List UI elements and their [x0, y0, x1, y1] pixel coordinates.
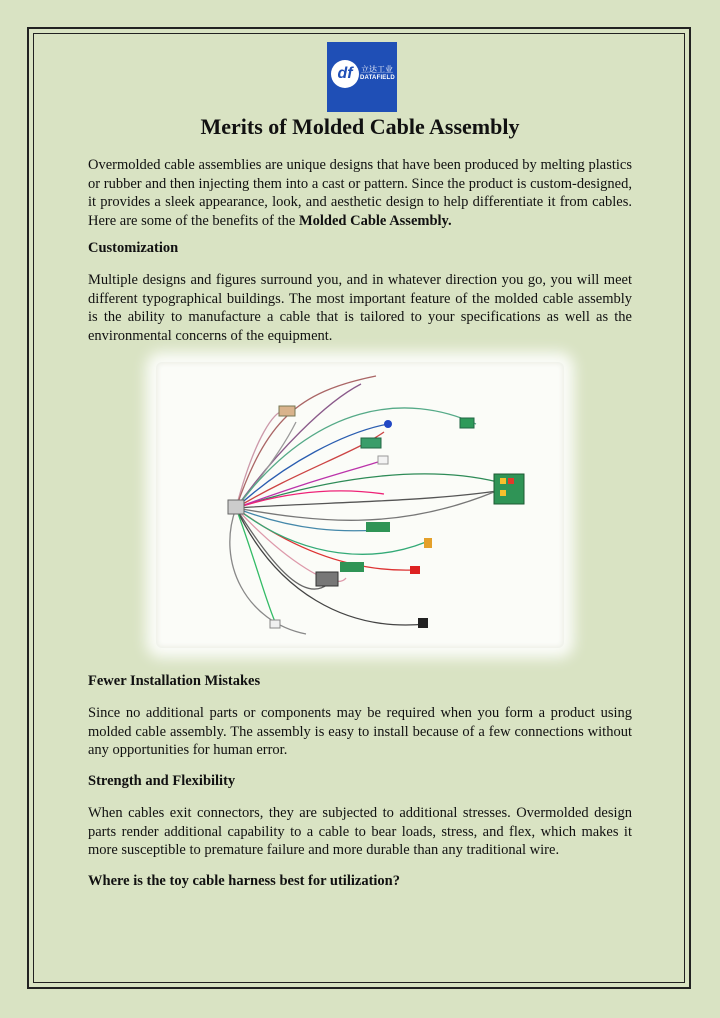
logo-chinese-text: 立达工业: [361, 65, 393, 74]
intro-bold-text: Molded Cable Assembly.: [298, 212, 452, 229]
page-title: Merits of Molded Cable Assembly: [200, 114, 520, 139]
intro-paragraph: [88, 156, 632, 230]
datafield-logo: [327, 42, 397, 112]
heading-strength-and-flexibility: Strength and Flexibility: [88, 773, 236, 789]
heading-toy-cable-harness: Where is the toy cable harness best for utilization?: [88, 873, 400, 889]
cable-harness-photo: [156, 362, 564, 648]
paragraph-strength-and-flexibility: When cables exit connectors, they are subjected to additional stresses. Overmolded design parts render additional capability to a cable to bear loads, stress, and flex, which makes it more susceptible to premature failure and more durable than any traditional wire.: [88, 805, 632, 858]
paragraph-customization: Multiple designs and figures surround you, and in whatever direction you go, you will meet different typographical buildings. The most important feature of the molded cable assembly is the ability to manufacture a cable that is tailored to your specifications as well as the environmental concerns of the equipment.: [88, 272, 632, 344]
intro-text: Overmolded cable assemblies are unique designs that have been produced by melting plastics or rubber and then injecting them into a cast or pattern. Since the product is custom-designed, it provides a sleek appearance, look, and aesthetic design to help differentiate it from cables. Here are some of the benefits of the: [88, 157, 632, 229]
cable-harness-illustration: [156, 362, 564, 648]
paragraph-fewer-installation-mistakes: Since no additional parts or components may be required when you form a product using molded cable assembly. The assembly is easy to install because of a few connections without any opportunities for human error.: [88, 705, 632, 758]
logo-mark: df: [331, 60, 359, 88]
heading-fewer-installation-mistakes: Fewer Installation Mistakes: [88, 673, 261, 689]
logo-english-text: DATAFIELD: [360, 75, 395, 81]
heading-customization: Customization: [88, 240, 179, 256]
